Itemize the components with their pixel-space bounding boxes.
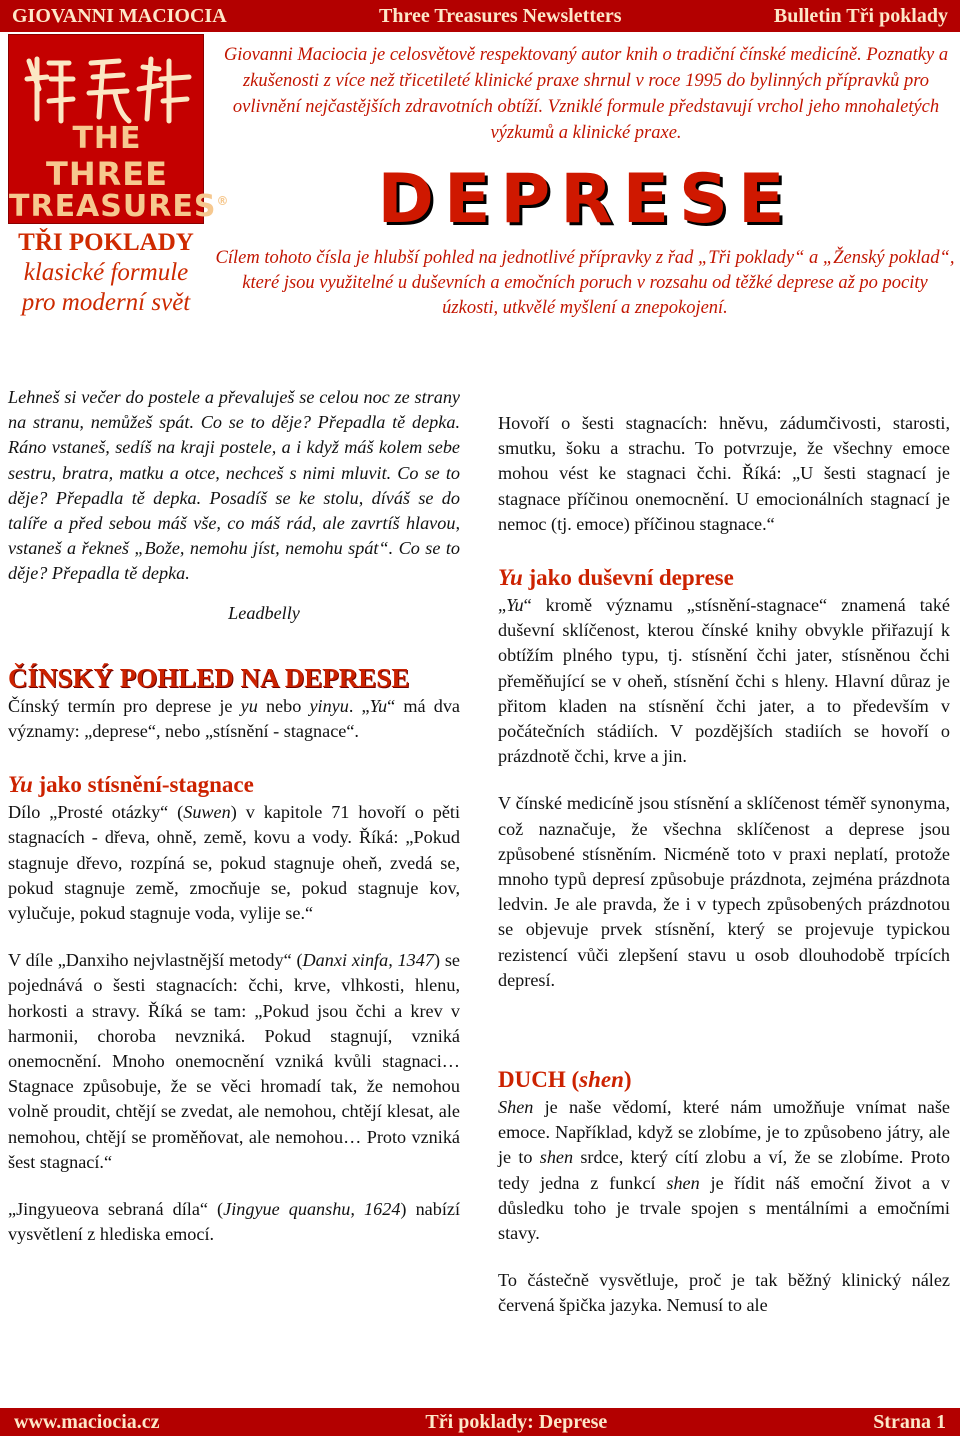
paragraph: „Jingyueova sebraná díla“ (Jingyue quanshu, 1624) nabízí vysvětlení z hlediska emocí. bbox=[8, 1199, 461, 1245]
logo-three: THREE bbox=[46, 155, 168, 193]
quote-signature: Leadbelly bbox=[228, 602, 300, 623]
three-treasures-logo bbox=[8, 34, 230, 224]
paragraph: Čínský termín pro deprese je yu nebo yinyu. „Yu“ má dva významy: „deprese“, nebo „stísnění - stagnace“. bbox=[8, 695, 460, 742]
left-column bbox=[8, 385, 460, 1247]
tagline bbox=[8, 228, 204, 318]
logo-the: THE bbox=[72, 121, 142, 156]
right-column bbox=[498, 411, 950, 1319]
tagline-line2: klasické formule bbox=[23, 259, 189, 286]
calligraphy-logo-icon bbox=[19, 49, 195, 129]
paragraph: Shen je naše vědomí, které nám umožňuje vnímat naše emoce. Například, když se zlobíme, je to způsobeno játry, ale je to shen srdce, který cítí zlobu a ví, že se zlobíme. Proto tedy jedna z funkcí shen je řídit náš emoční život a v důsledku toho je trvale spojen s mentálními a emočními stavy. bbox=[498, 1097, 950, 1244]
header-author: GIOVANNI MACIOCIA bbox=[12, 4, 227, 27]
tagline-line3: pro moderní svět bbox=[21, 289, 191, 316]
intro-text: Giovanni Maciocia je celosvětově respektovaný autor knih o tradiční čínské medicíně. Poznatky a zkušenosti z více než třicetileté klinické praxe shrnul v roce 1995 do bylinných přípravků pro ovlivnění nejčastějších zdravotních obtíží. Vzniklé formule představují vrchol jeho mnohaletých výzkumů a klinické praxe. bbox=[223, 45, 949, 143]
page-number: Strana 1 bbox=[873, 1410, 946, 1433]
header-bulletin: Bulletin Tři poklady bbox=[773, 4, 948, 27]
footer-title: Tři poklady: Deprese bbox=[425, 1410, 608, 1433]
footer-website-link[interactable]: www.maciocia.cz bbox=[14, 1410, 160, 1433]
paragraph: „Yu“ kromě významu „stísnění-stagnace“ znamená také duševní sklíčenost, kterou čínské knihy obvykle přiřazují k obtížím plného typu, tj. stísnění čchi jater, stísněnou čchi přeměňující se v oheň, stísnění čchi s hleny. Hlavní důraz je přitom kladen na stísnění čchi jater, a to především v počátečních stádiích. V pozdějších stadiích se hovoří o prázdnotě čchi, krve a jin. bbox=[498, 595, 950, 767]
paragraph: Dílo „Prosté otázky“ (Suwen) v kapitole 71 hovoří o pěti stagnacích - dřeva, ohně, země, kovu a vody. Říká: „Pokud stagnuje dřevo, rozpíná se, pokud stagnuje oheň, zvedá se, pokud stagnuje země, zmocňuje se, pokud stagnuje kov, vylučuje, pokud stagnuje voda, vylije se.“ bbox=[8, 802, 460, 924]
paragraph: V díle „Danxiho nejvlastnější metody“ (Danxi xinfa, 1347) se pojednává o šesti stagnacích: čchi, krve, vlhkosti, hlenu, horkosti a stravy. Říká se tam: „Pokud jsou čchi a krev v harmonii, choroba nevzniká. Pokud stagnují, vzniká onemocnění. Mnoho onemocnění vzniká kvůli stagnaci… Stagnace způsobuje, že se věci hromadí tak, že nemohou volně proudit, chtějí se zvedat, ale nemohou, chtějí klesat, ale nemohou, chtějí se proměňovat, ale nemohou… Proto vzniká šest stagnací.“ bbox=[8, 950, 460, 1172]
logo-treasures: TREASURES® bbox=[9, 189, 230, 224]
paragraph: To částečně vysvětluje, proč je tak běžný klinický nález červená špička jazyka. Nemusí to ale bbox=[498, 1270, 950, 1316]
section-heading: ČÍNSKÝ POHLED NA DEPRESE bbox=[8, 662, 410, 693]
opening-quote: Lehneš si večer do postele a převaluješ se celou noc ze strany na stranu, nemůžeš spát. Co se to děje? Přepadla tě depka. Ráno vstaneš, sedíš na kraji postele, a i když máš kolem sebe sestru, bratra, matku a otce, nechceš s nimi mluvit. Co se to děje? Přepadla tě depka. Posadíš se ke stolu, díváš se do talíře a před sebou máš vše, co máš rád, ale zavrtíš hlavou, vstaneš a řekneš „Bože, nemohu jíst, nemohu spát“. Co se to děje? Přepadla tě depka. bbox=[8, 387, 460, 584]
footer-bar bbox=[0, 1408, 960, 1436]
subheading: Yu jako stísnění-stagnace bbox=[8, 772, 254, 798]
page-title: DEPRESE bbox=[377, 160, 795, 239]
paragraph: V čínské medicíně jsou stísnění a sklíčenost téměř synonyma, což naznačuje, že všechna sklíčenost a deprese jsou způsobené stísněním. Nicméně toto v praxi neplatí, protože mnoho typů depresí způsobuje prázdnota, zejména prázdnota ledvin. Je ale pravda, že i v typech způsobených prázdnotou se objevuje prvek stísnění, který se projevuje typickou rezistencí vůči zlepšení stavu u osob dlouhodobě trpících depresí. bbox=[498, 793, 950, 990]
tagline-title: TŘI POKLADY bbox=[18, 229, 194, 256]
subheading: Yu jako duševní deprese bbox=[498, 565, 734, 591]
paragraph: Hovoří o šesti stagnacích: hněvu, zádumčivosti, starosti, smutku, šoku a strachu. To potvrzuje, že všechny emoce mohou vést ke stagnaci čchi. Říká: „U šesti stagnací je stagnace příčinou onemocnění. U emocionálních stagnací je nemoc (tj. emoce) příčinou stagnace.“ bbox=[498, 413, 950, 534]
header-series: Three Treasures Newsletters bbox=[378, 4, 622, 27]
lead-text: Cílem tohoto čísla je hlubší pohled na jednotlivé přípravky z řad „Tři poklady“ a „Ženský poklad“, které jsou využitelné u duševních a emočních poruch v rozsahu od těžké deprese až po pocity úzkosti, utkvělé myšlení a znepokojení. bbox=[215, 248, 955, 318]
header-bar bbox=[0, 0, 960, 32]
subheading: DUCH (shen) bbox=[498, 1067, 632, 1093]
